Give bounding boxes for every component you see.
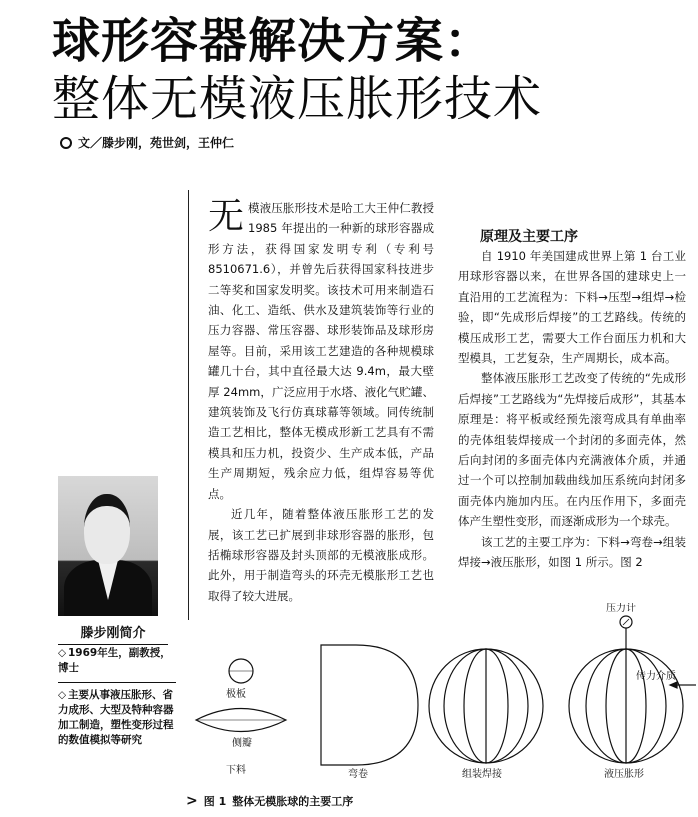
- bio-item-2: [58, 688, 176, 748]
- label-pressure-medium: 传力介质: [636, 671, 676, 682]
- label-hydro-bulging: 液压胀形: [604, 769, 644, 780]
- figure-number: 图 1: [203, 795, 227, 808]
- process-figure: [186, 603, 696, 788]
- paragraph-principle: 整体液压胀形工艺改变了传统的“先成形后焊接”工艺路线为“先焊接后成形”，其基本原理是：将平板或经预先滚弯成具有单曲率的壳体组装焊接成一个封闭的多面壳体，然后向封闭的多面壳体内充满液体介质，并通过一个可以控制加载曲线加压系统向封闭多面壳体内施加内压。在内压作用下，多面壳体产生塑性变形，而逐渐成形为一个球壳。: [458, 371, 686, 529]
- column-divider: [188, 190, 189, 620]
- figure-caption: [186, 793, 353, 809]
- caption-arrow-icon: >: [186, 793, 198, 809]
- circle-bullet-icon: [60, 137, 72, 149]
- drop-cap: 无: [208, 196, 245, 237]
- title-line-2: 整体无模液压胀形技术: [52, 71, 543, 127]
- diamond-bullet-icon: ◇: [58, 647, 67, 659]
- paragraph-intro-text: 模液压胀形技术是哈工大王仲仁教授 1985 年提出的一种新的球形容器成形方法，获得国家发明专利（专利号 8510671.6），并曾先后获得国家科技进步二等奖和国家发明奖。该技术可用来制造石油、化工、造纸、供水及建筑装饰等行业的压力容器、常压容器、球形装饰品及球形房屋等。目前，采用该工艺建造的各种规模球罐几十台，其中直径最大达 9.4m，最大壁厚 24mm，广泛应用于水塔、液化气贮罐、建筑装饰及飞行仿真球幕等领域。同传统制造工艺相比，整体无模成形新工艺具有不需模具和压力机，投资少、生产成本低，产品生产周期短，残余应力低，组焊容易等优点。: [208, 201, 434, 501]
- paragraph-history: 自 1910 年美国建成世界上第 1 台工业用球形容器以来，在世界各国的建球史上一直沿用的工艺流程为：下料→压型→组焊→检验，即“先成形后焊接”的工艺路线。传统的模压成形工艺，需要大工作台面压力机和大型模具，工艺复杂，生产周期长，成本高。: [458, 249, 686, 366]
- body-column-2: [458, 246, 686, 573]
- paragraph-process: 该工艺的主要工序为：下料→弯卷→组装焊接→液压胀形，如图 1 所示。图 2: [458, 534, 686, 570]
- label-side-petal: 侧瓣: [232, 738, 252, 749]
- author-photo: [58, 476, 158, 616]
- label-blanking: 下料: [226, 765, 246, 776]
- label-pole-plate: 极板: [226, 689, 246, 700]
- paragraph-development: 近几年，随着整体液压胀形工艺的发展，该工艺已扩展到非球形容器的胀形，包括椭球形容器及封头顶部的无模液胀成形。此外，用于制造弯头的环壳无模胀形工艺也取得了较大进展。: [208, 507, 434, 603]
- assembled-shell-shape: [429, 649, 543, 763]
- bent-shell-shape: [321, 645, 418, 765]
- bio-item-1-text: 1969年生，副教授，博士: [58, 647, 171, 674]
- paragraph-intro: [208, 198, 434, 504]
- label-bending: 弯卷: [348, 769, 368, 780]
- bulged-sphere-shape: [569, 616, 696, 763]
- label-pressure-gauge: 压力计: [606, 603, 636, 614]
- diamond-bullet-icon: ◇: [58, 689, 67, 701]
- bio-item-1: [58, 646, 176, 676]
- bio-divider: [58, 682, 176, 683]
- body-column-1: [208, 198, 434, 606]
- label-assembly-welding: 组装焊接: [462, 769, 502, 780]
- section-heading: 原理及主要工序: [480, 229, 578, 245]
- author-list: 文／滕步刚，苑世剑，王仲仁: [78, 136, 235, 150]
- bio-title: 滕步刚简介: [58, 622, 168, 645]
- byline: [60, 134, 234, 151]
- title-line-1: 球形容器解决方案：: [52, 13, 494, 69]
- bio-item-2-text: 主要从事液压胀形、省力成形、大型及特种容器加工制造，塑性变形过程的数值模拟等研究: [58, 689, 174, 746]
- figure-caption-text: 整体无模胀球的主要工序: [232, 795, 354, 808]
